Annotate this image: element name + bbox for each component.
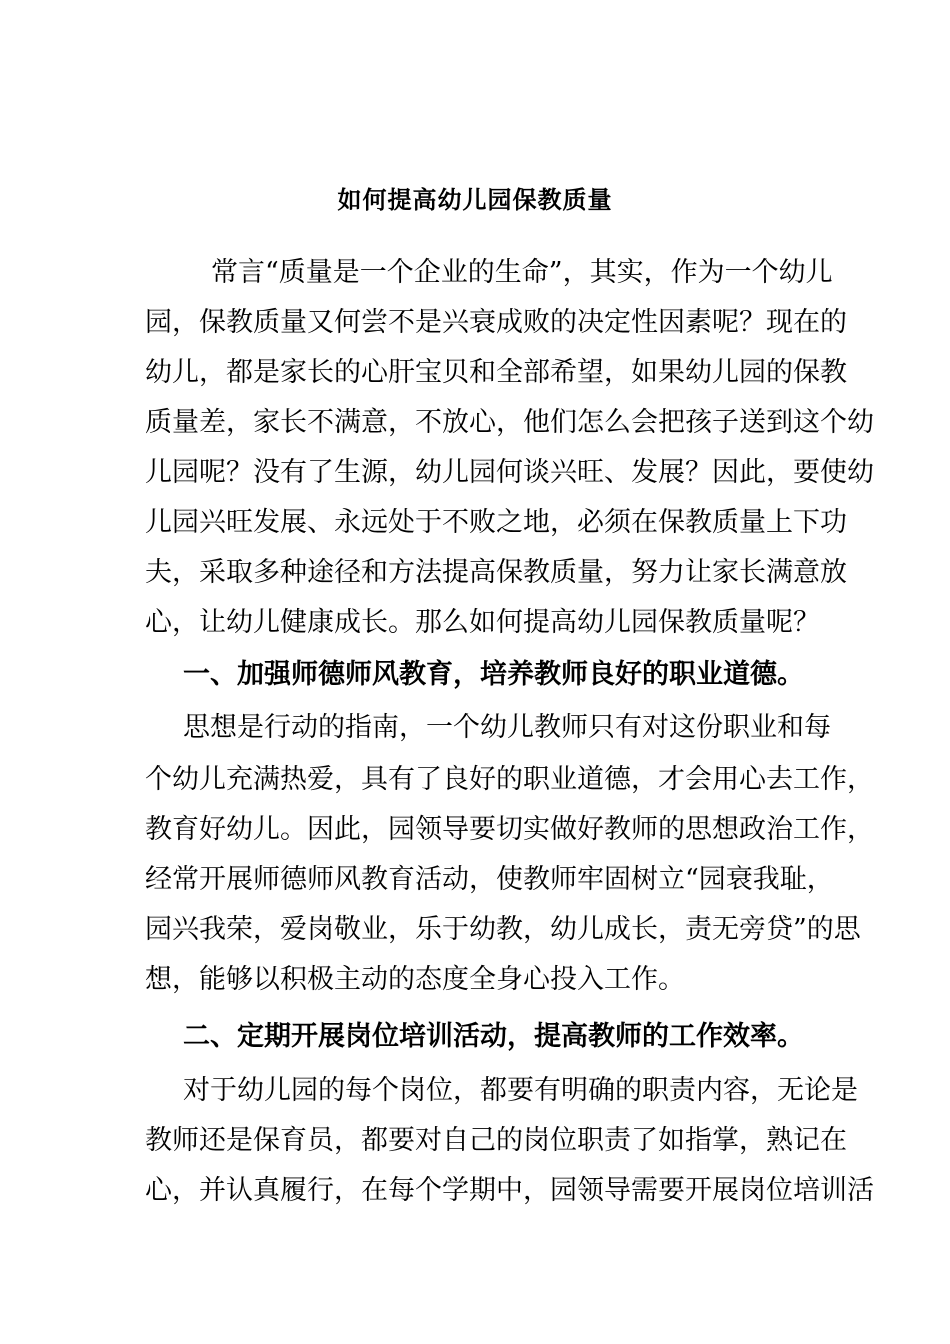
section1-line: 个幼儿充满热爱，具有了良好的职业道德，才会用心去工作，: [145, 764, 874, 795]
intro-line: 幼儿，都是家长的心肝宝贝和全部希望，如果幼儿园的保教: [145, 357, 847, 388]
intro-line: 儿园兴旺发展、永远处于不败之地，必须在保教质量上下功: [145, 507, 847, 538]
section-heading-1: 一、加强师德师风教育，培养教师良好的职业道德。: [183, 659, 804, 690]
intro-line: 园，保教质量又何尝不是兴衰成败的决定性因素呢？现在的: [145, 307, 847, 338]
section1-line: 思想是行动的指南，一个幼儿教师只有对这份职业和每: [183, 712, 831, 743]
intro-line: 儿园呢？没有了生源，幼儿园何谈兴旺、发展？因此，要使幼: [145, 457, 874, 488]
section1-line: 园兴我荣，爱岗敬业，乐于幼教，幼儿成长，责无旁贷”的思: [145, 914, 861, 945]
intro-line: 心，让幼儿健康成长。那么如何提高幼儿园保教质量呢？: [145, 607, 820, 638]
intro-line: 质量差，家长不满意，不放心，他们怎么会把孩子送到这个幼: [145, 407, 874, 438]
section2-line: 心，并认真履行，在每个学期中，园领导需要开展岗位培训活: [145, 1175, 874, 1206]
section1-line: 教育好幼儿。因此，园领导要切实做好教师的思想政治工作，: [145, 814, 874, 845]
document-title: 如何提高幼儿园保教质量: [337, 185, 613, 214]
section1-line: 经常开展师德师风教育活动，使教师牢固树立“园衰我耻，: [145, 864, 834, 895]
section2-line: 教师还是保育员，都要对自己的岗位职责了如指掌，熟记在: [145, 1125, 847, 1156]
section1-line: 想，能够以积极主动的态度全身心投入工作。: [145, 964, 685, 995]
intro-line: 常言“质量是一个企业的生命”，其实，作为一个幼儿: [211, 257, 833, 288]
intro-line: 夫，采取多种途径和方法提高保教质量，努力让家长满意放: [145, 557, 847, 588]
section-heading-2: 二、定期开展岗位培训活动，提高教师的工作效率。: [183, 1021, 804, 1052]
section2-line: 对于幼儿园的每个岗位，都要有明确的职责内容，无论是: [183, 1075, 858, 1106]
